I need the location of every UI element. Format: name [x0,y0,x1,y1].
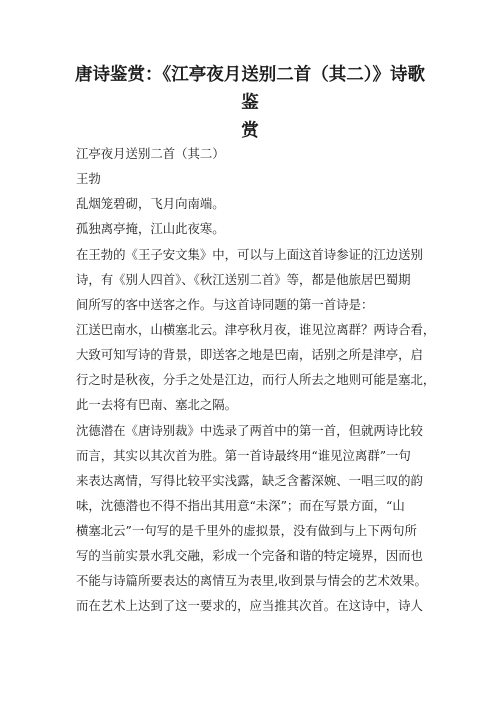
poem-line-1: 乱烟笼碧砌，飞月向南端。 [76,196,225,211]
text-line: 横塞北云”一句写的是千里外的虚拟景，没有做到与上下两句所 [76,523,417,538]
text-line: 而言，其实以其次首为胜。第一首诗最终用“谁见泣离群”一句 [76,448,411,463]
title-line-3: 赏 [241,121,259,141]
text-line: 味，沈德潜也不得不指出其用意“未深”；而在写景方面，“山 [76,498,405,513]
text-line: 行之时是秋夜，分手之处是江边，而行人所去之地则可能是塞北， [76,372,436,387]
title-line-2: 鉴 [241,93,259,113]
text-line: 间所写的客中送客之作。与这首诗同题的第一首诗是： [76,297,374,312]
poem-line-2: 孤独离亭掩，江山此夜寒。 [76,221,225,236]
text-line: 江送巴南水，山横塞北云。津亭秋月夜，谁见泣离群？两诗合看， [76,322,436,337]
text-line: 来表达离情，写得比较平实浅露，缺乏含蓄深婉、一唱三叹的韵 [76,473,423,488]
text-line: 而在艺术上达到了这一要求的，应当推其次首。在这诗中，诗人 [76,598,423,613]
text-line: 写的当前实景水乳交融，彩成一个完备和谐的特定境界，因而也 [76,548,423,563]
text-line: 大致可知写诗的背景，即送客之地是巴南，话别之所是津亭，启 [76,347,423,362]
text-line: 诗，有《别人四首》、《秋江送别二首》等，都是他旅居巴蜀期 [76,272,411,287]
title-line-1: 唐诗鉴赏：《江亭夜月送别二首（其二）》诗歌 [75,65,425,85]
text-line: 不能与诗篇所要表达的离情互为表里,收到景与情会的艺术效果。 [76,573,427,588]
author: 王勃 [76,171,101,186]
text-line: 此一去将有巴南、塞北之隔。 [76,397,238,412]
text-line: 在王勃的《王子安文集》中，可以与上面这首诗参证的江边送别 [76,247,423,262]
text-line: 沈德潜在《唐诗别裁》中选录了两首中的第一首，但就两诗比较 [76,423,423,438]
poem-heading: 江亭夜月送别二首（其二） [76,146,225,161]
